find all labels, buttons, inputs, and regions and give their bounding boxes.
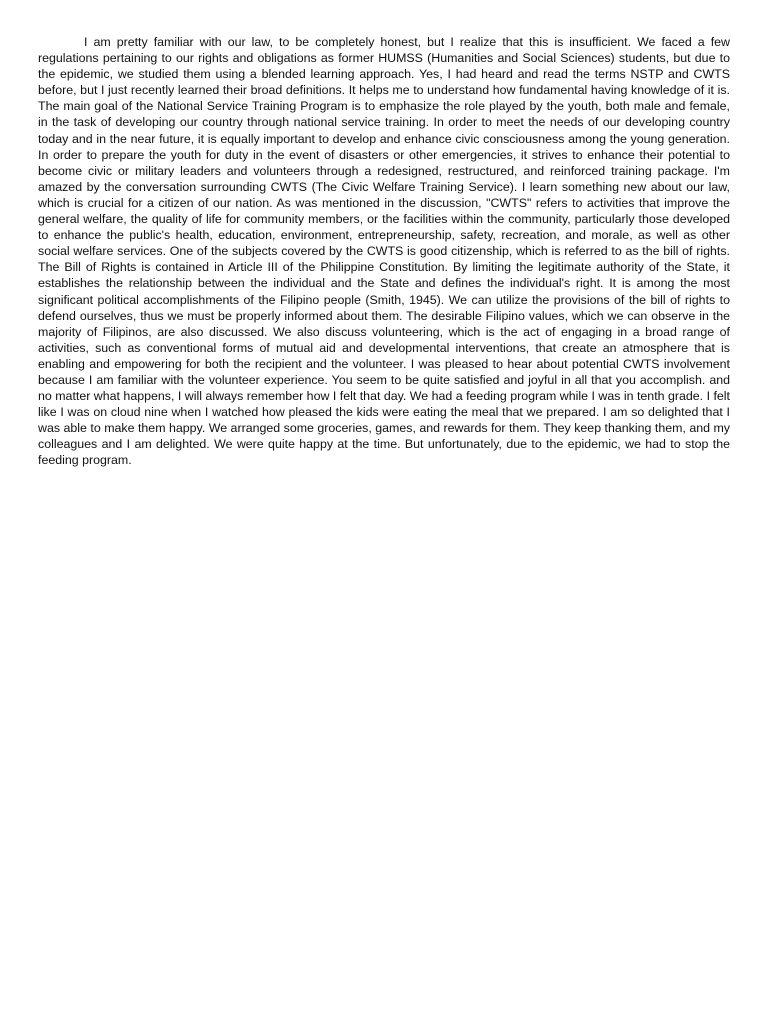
body-paragraph: I am pretty familiar with our law, to be completely honest, but I realize that this is insufficient. We faced a few regulations pertaining to our rights and obligations as former HUMSS (Humanities and Social Sciences) students, but due to the epidemic, we studied them using a blended learning approach. Yes, I had heard and read the terms NSTP and CWTS before, but I just recently learned their broad definitions. It helps me to understand how fundamental having knowledge of it is. The main goal of the National Service Training Program is to emphasize the role played by the youth, both male and female, in the task of developing our country through national service training. In order to meet the needs of our developing country today and in the near future, it is equally important to develop and enhance civic consciousness among the young generation. In order to prepare the youth for duty in the event of disasters or other emergencies, it strives to enhance their potential to become civic or military leaders and volunteers through a redesigned, restructured, and reinforced training package. I'm amazed by the conversation surrounding CWTS (The Civic Welfare Training Service). I learn something new about our law, which is crucial for a citizen of our nation. As was mentioned in the discussion, "CWTS" refers to activities that improve the general welfare, the quality of life for community members, or the facilities within the community, particularly those developed to enhance the public's health, education, environment, entrepreneurship, safety, recreation, and morale, as well as other social welfare services. One of the subjects covered by the CWTS is good citizenship, which is referred to as the bill of rights. The Bill of Rights is contained in Article III of the Philippine Constitution. By limiting the legitimate authority of the State, it establishes the relationship between the individual and the State and defines the individual's right. It is among the most significant political accomplishments of the Filipino people (Smith, 1945). We can utilize the provisions of the bill of rights to defend ourselves, thus we must be properly informed about them. The desirable Filipino values, which we can observe in the majority of Filipinos, are also discussed. We also discuss volunteering, which is the act of engaging in a broad range of activities, such as conventional forms of mutual aid and developmental interventions, that create an atmosphere that is enabling and empowering for both the recipient and the volunteer. I was pleased to hear about potential CWTS involvement because I am familiar with the volunteer experience. You seem to be quite satisfied and joyful in all that you accomplish. and no matter what happens, I will always remember how I felt that day. We had a feeding program while I was in tenth grade. I felt like I was on cloud nine when I watched how pleased the kids were eating the meal that we prepared. I am so delighted that I was able to make them happy. We arranged some groceries, games, and rewards for them. They keep thanking them, and my colleagues and I am delighted. We were quite happy at the time. But unfortunately, due to the epidemic, we had to stop the feeding program. [38, 35, 730, 468]
